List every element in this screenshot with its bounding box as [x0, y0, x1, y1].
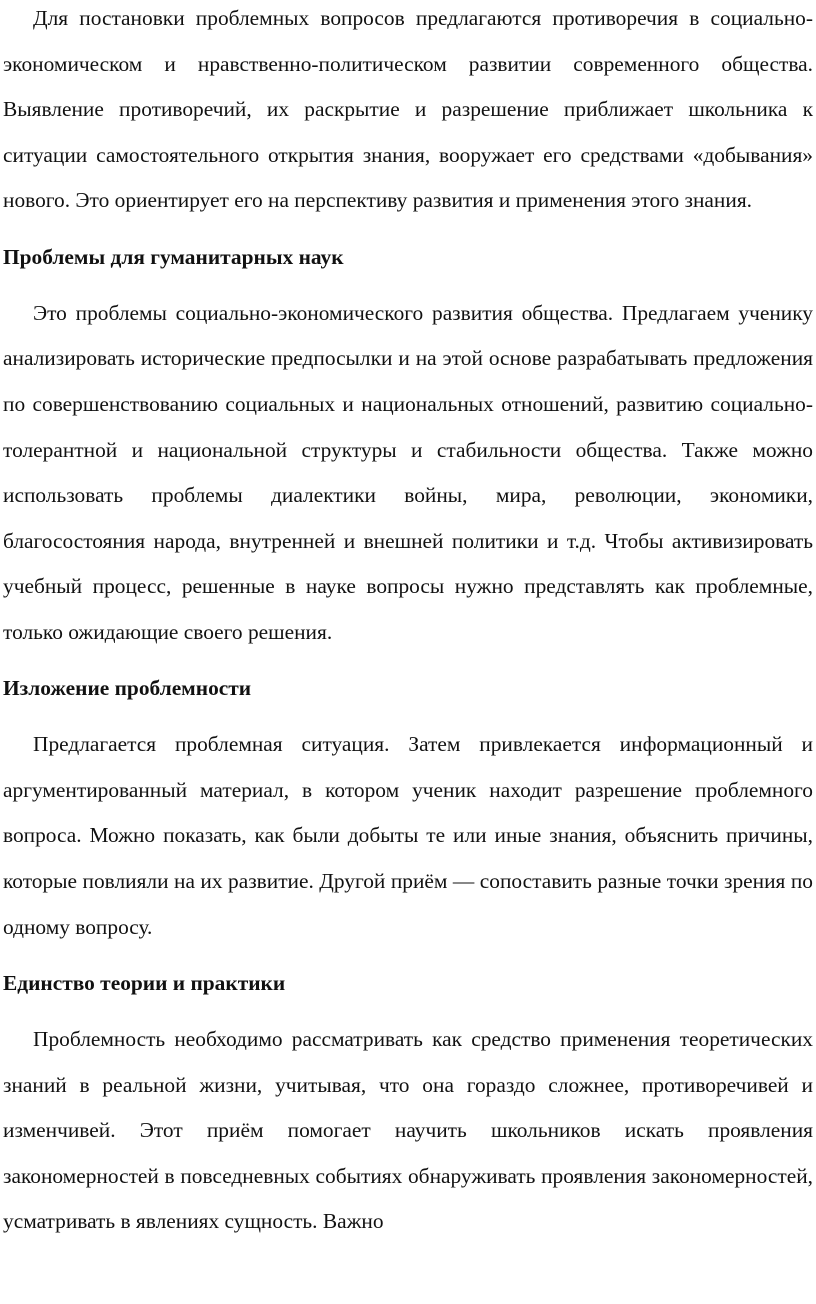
body-paragraph: Для постановки проблемных вопросов предлагаются противоречия в социально-экономическом и нравственно-политическом развитии современного общества. Выявление противоречий, их раскрытие и разрешение приближает школьника к ситуации самостоятельного открытия знания, вооружает его средствами «добывания» нового. Это ориентирует его на перспективу развития и применения этого знания.	[3, 6, 813, 213]
body-paragraph: Предлагается проблемная ситуация. Затем привлекается информационный и аргументированный материал, в котором ученик находит разрешение проблемного вопроса. Можно показать, как были добыты те или иные знания, объяснить причины, которые повлияли на их развитие. Другой приём — сопоставить разные точки зрения по одному вопросу.	[3, 732, 813, 939]
body-paragraph: Проблемность необходимо рассматривать как средство применения теоретических знаний в реальной жизни, учитывая, что она гораздо сложнее, противоречивей и изменчивей. Этот приём помогает научить школьников искать проявления закономерностей в повседневных событиях обнаруживать проявления закономерностей, усматривать в явлениях сущность. Важно	[3, 1027, 813, 1234]
section-heading: Изложение проблемности	[3, 676, 252, 701]
section-heading: Единство теории и практики	[3, 970, 286, 995]
section-heading: Проблемы для гуманитарных наук	[3, 244, 344, 269]
document-page	[3, 0, 813, 1245]
body-paragraph: Это проблемы социально-экономического развития общества. Предлагаем ученику анализировать исторические предпосылки и на этой основе разрабатывать предложения по совершенствованию социальных и национальных отношений, развитию социально-толерантной и национальной структуры и стабильности общества. Также можно использовать проблемы диалектики войны, мира, революции, экономики, благосостояния народа, внутренней и внешней политики и т.д. Чтобы активизировать учебный процесс, решенные в науке вопросы нужно представлять как проблемные, только ожидающие своего решения.	[3, 300, 813, 644]
